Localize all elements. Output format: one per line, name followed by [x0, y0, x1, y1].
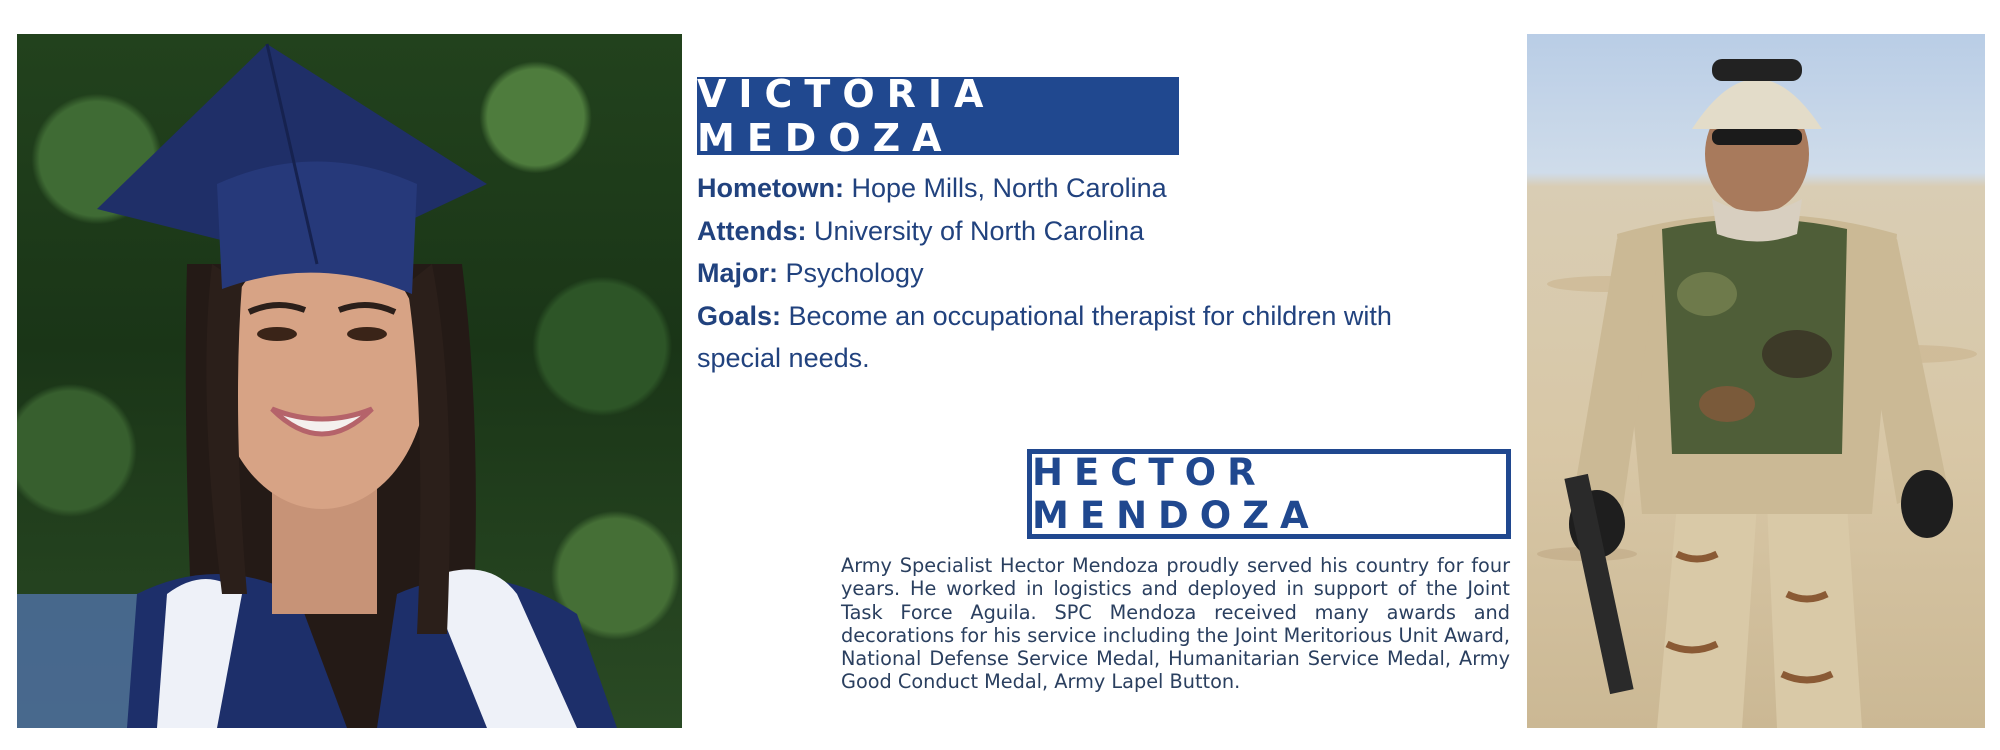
- major-label: Major:: [697, 258, 778, 288]
- attends-label: Attends:: [697, 215, 807, 246]
- goals-label: Goals:: [697, 300, 782, 331]
- soldier-illustration: [1527, 34, 1985, 728]
- soldier-photo: [1527, 34, 1985, 728]
- hometown-label: Hometown:: [697, 173, 844, 203]
- major-value: Psychology: [778, 258, 924, 288]
- hometown-row: [697, 167, 1417, 210]
- victoria-name-banner: VICTORIA MEDOZA: [697, 77, 1179, 155]
- hometown-value: Hope Mills, North Carolina: [843, 173, 1167, 203]
- victoria-details: [697, 167, 1417, 380]
- hector-bio: Army Specialist Hector Mendoza proudly served his country for four years. He worked in logistics and deployed in support of the Joint Task Force Aguila. SPC Mendoza received many awards and decorations for his service including the Joint Meritorious Unit Award, National Defense Service Medal, Humanitarian Service Medal, Army Good Conduct Medal, Army Lapel Button.: [841, 554, 1510, 694]
- goals-value: Become an occupational therapist for children with special needs.: [697, 300, 1392, 373]
- attends-row: [697, 210, 1417, 253]
- major-row: [697, 252, 1417, 295]
- attends-value: University of North Carolina: [806, 215, 1145, 246]
- graduate-illustration: [17, 34, 682, 728]
- graduate-photo: [17, 34, 682, 728]
- goals-row: [697, 295, 1417, 380]
- hector-name-banner: HECTOR MENDOZA: [1027, 449, 1511, 539]
